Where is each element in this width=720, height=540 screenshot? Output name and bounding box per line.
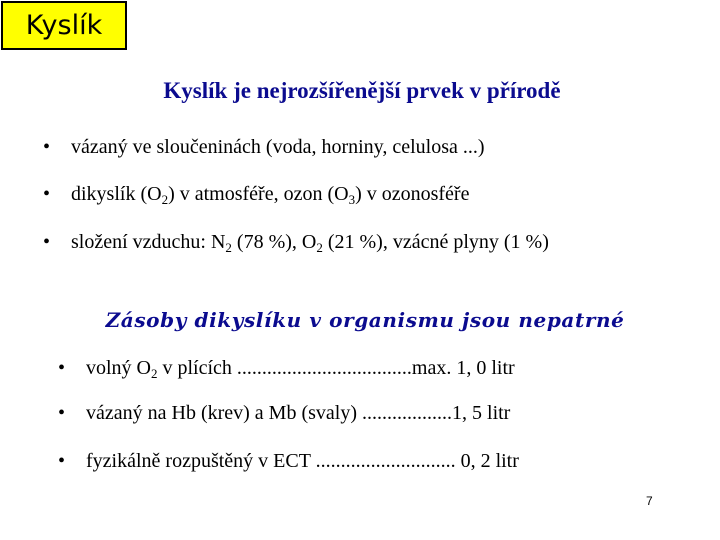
subscript: 2 [225,240,232,255]
bullet-icon: • [58,402,66,424]
heading-main: Kyslík je nejrozšířenější prvek v přírodě [163,78,561,103]
bullet-text-part: (21 %), vzácné plyny (1 %) [322,231,549,253]
bullet-icon: • [58,357,66,379]
bullet-air-composition [43,231,549,254]
bullet-bound-hb-mb [58,402,510,425]
subscript: 2 [161,192,169,207]
bullet-icon: • [58,450,66,472]
bullet-text-part: (78 %), O [231,231,317,253]
bullet-text: fyzikálně rozpuštěný v ECT ............................ 0, 2 litr [86,450,519,472]
heading-reserves: Zásoby dikyslíku v organismu jsou nepatrné [105,308,625,332]
bullet-text-part: ) v ozonosféře [355,183,470,205]
page-number: 7 [646,494,653,508]
bullet-text-part: dikyslík (O [71,183,162,205]
subscript: 2 [316,240,323,255]
subscript: 3 [348,192,356,207]
bullet-text-part: v plících ...................................max. 1, 0 litr [157,357,515,379]
bullet-text-part: volný O [86,357,151,379]
bullet-icon: • [43,231,51,253]
bullet-text-part: ) v atmosféře, ozon (O [168,183,349,205]
bullet-text: vázaný na Hb (krev) a Mb (svaly) ..................1, 5 litr [86,402,511,424]
bullet-text: vázaný ve sloučeninách (voda, horniny, celulosa ...) [71,136,485,158]
bullet-bound-oxygen [43,136,485,159]
bullet-icon: • [43,183,51,205]
bullet-text-part: složení vzduchu: N [71,231,226,253]
slide-title: Kyslík [1,1,127,50]
subscript: 2 [151,366,158,381]
bullet-free-oxygen-lungs [58,357,515,380]
bullet-icon: • [43,136,51,158]
bullet-dioxygen-ozone [43,183,469,206]
bullet-dissolved-ect [58,450,519,473]
